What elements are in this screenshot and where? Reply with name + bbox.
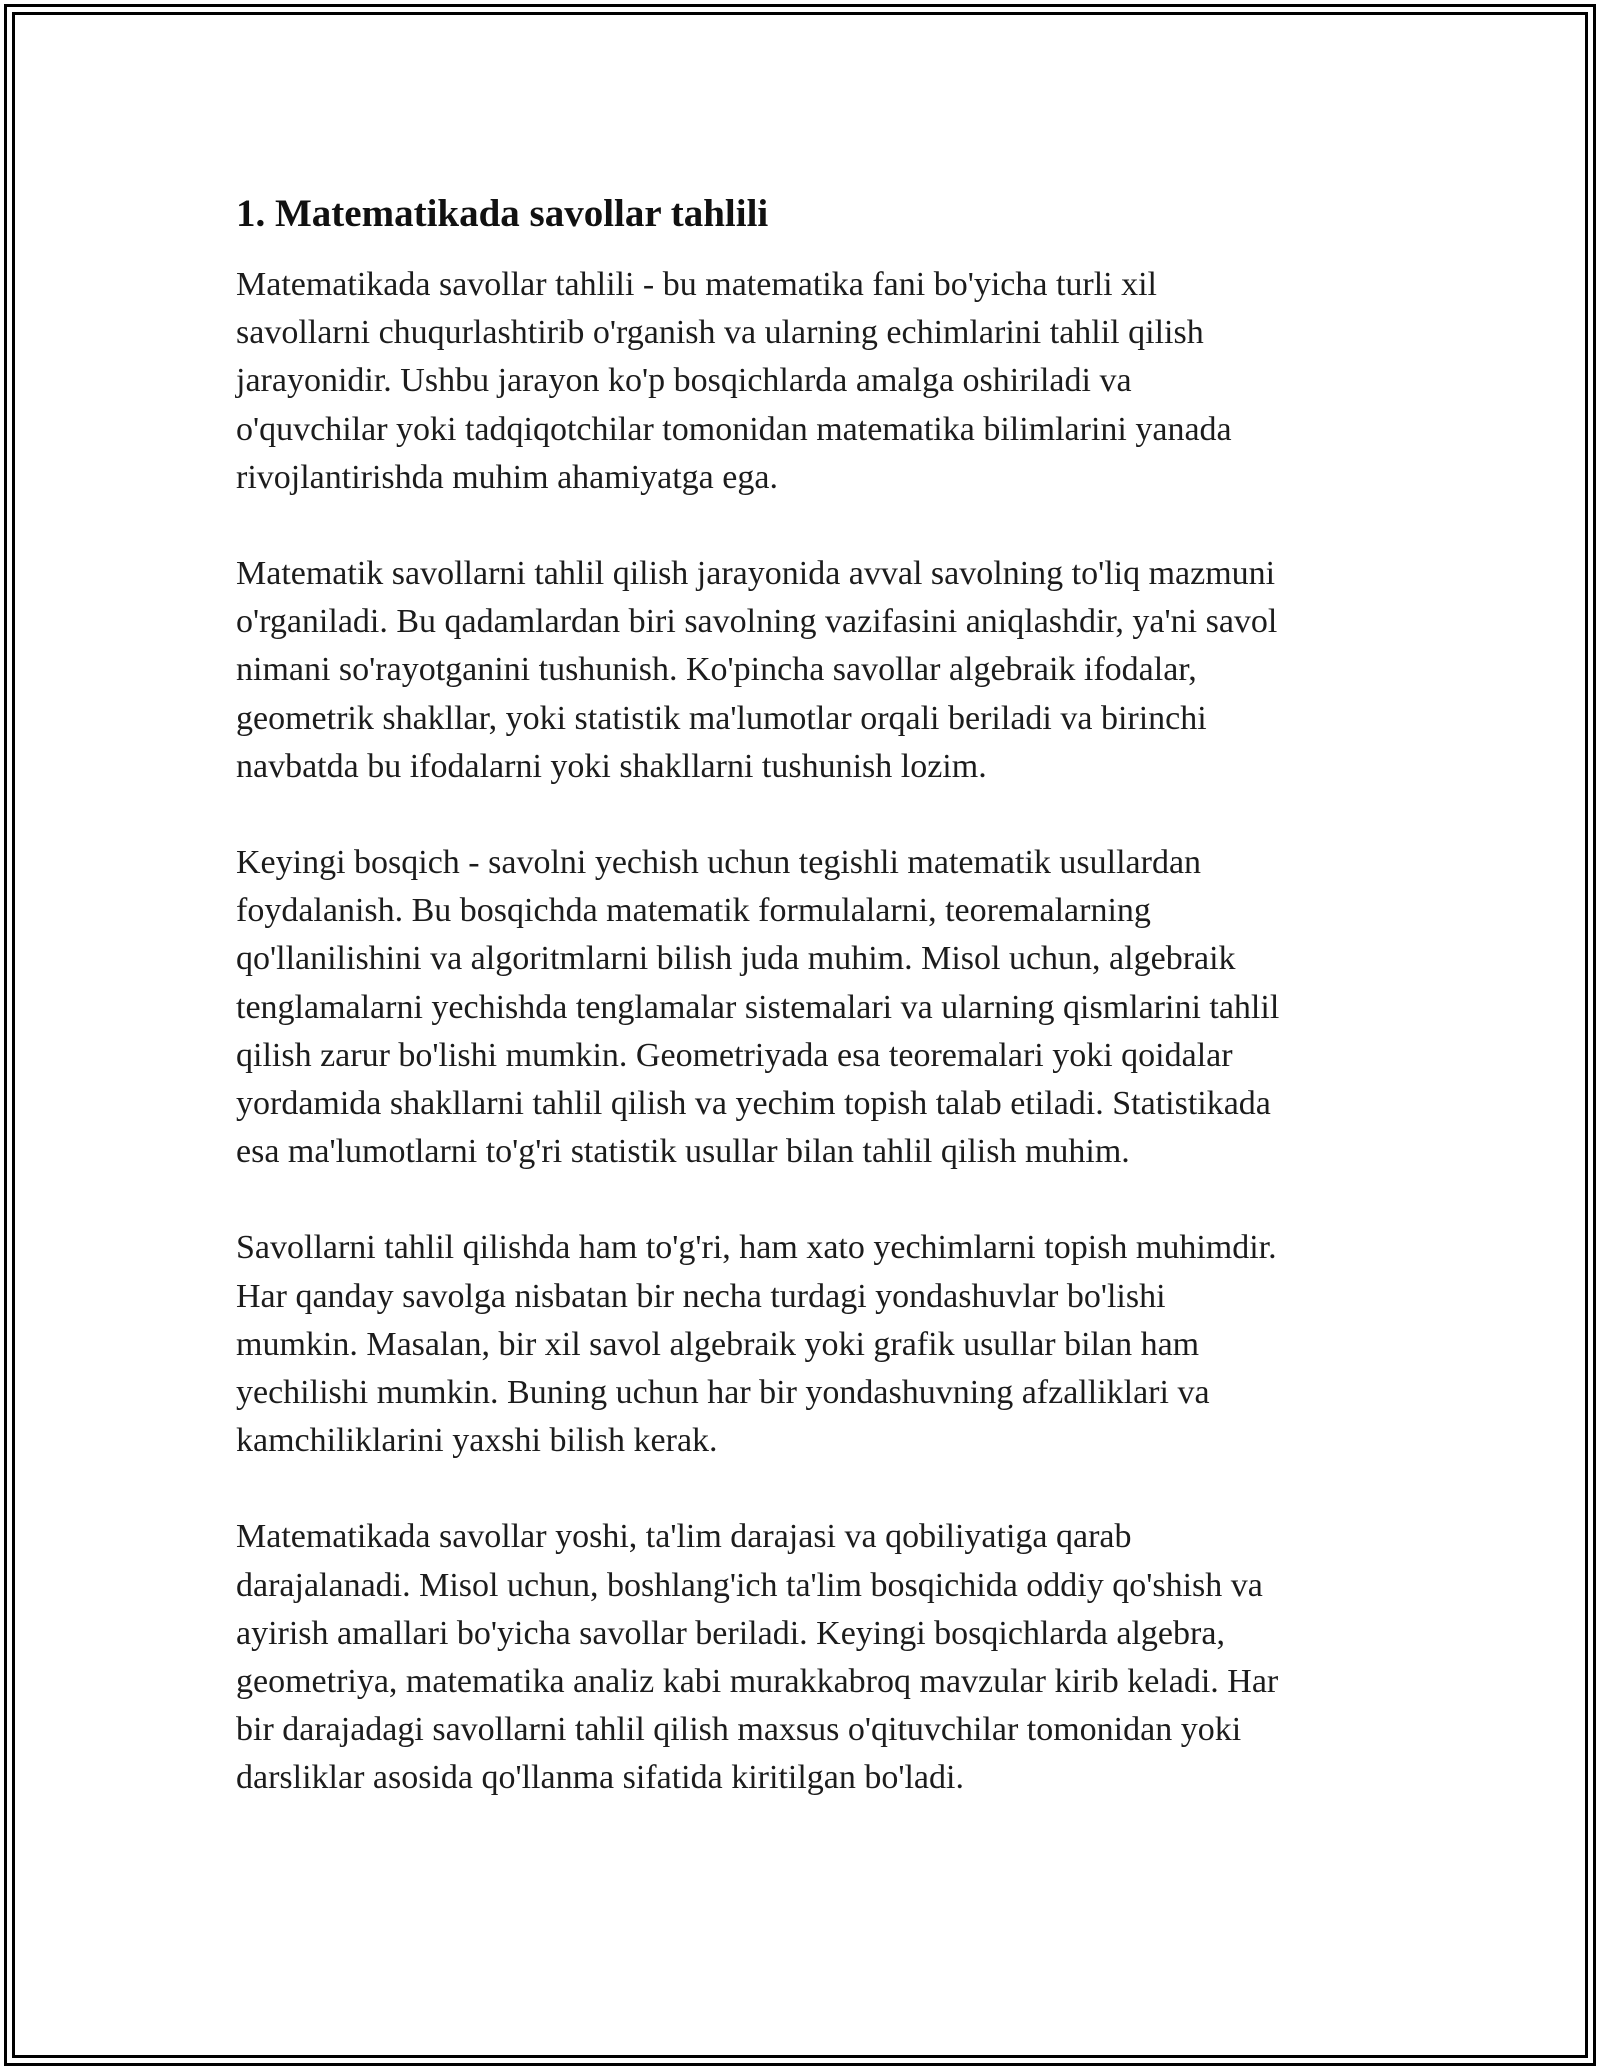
text-line: o'rganiladi. Bu qadamlardan biri savolning vazifasini aniqlashdir, ya'ni savol — [236, 603, 1278, 641]
text-line: navbatda bu ifodalarni yoki shakllarni tushunish lozim. — [236, 747, 987, 785]
text-line: geometriya, matematika analiz kabi murakkabroq mavzular kirib keladi. Har — [236, 1663, 1279, 1701]
text-line: bir darajadagi savollarni tahlil qilish maxsus o'qituvchilar tomonidan yoki — [236, 1711, 1242, 1749]
text-line: Matematik savollarni tahlil qilish jarayonida avval savolning to'liq mazmuni — [236, 555, 1276, 593]
text-line: Matematikada savollar tahlili - bu matematika fani bo'yicha turli xil — [236, 266, 1158, 303]
text-line: yordamida shakllarni tahlil qilish va yechim topish talab etiladi. Statistikada — [236, 1085, 1271, 1123]
text-line: darsliklar asosida qo'llanma sifatida kiritilgan bo'ladi. — [236, 1759, 964, 1797]
text-line: yechilishi mumkin. Buning uchun har bir yondashuvning afzalliklari va — [236, 1374, 1210, 1412]
section-heading: 1. Matematikada savollar tahlili — [236, 192, 769, 235]
text-line: rivojlantirishda muhim ahamiyatga ega. — [236, 458, 778, 496]
text-line: Har qanday savolga nisbatan bir necha turdagi yondashuvlar bo'lishi — [236, 1277, 1166, 1315]
text-line: qo'llanilishini va algoritmlarni bilish juda muhim. Misol uchun, algebraik — [236, 940, 1236, 978]
text-line: o'quvchilar yoki tadqiqotchilar tomonidan matematika bilimlarini yanada — [236, 410, 1232, 448]
paragraph-1 — [236, 261, 1386, 502]
document-body — [236, 185, 1386, 1851]
paragraph-2 — [236, 550, 1386, 791]
text-line: ayirish amallari bo'yicha savollar beriladi. Keyingi bosqichlarda algebra, — [236, 1614, 1225, 1652]
paragraph-3 — [236, 839, 1386, 1176]
paragraph-4 — [236, 1224, 1386, 1465]
text-line: qilish zarur bo'lishi mumkin. Geometriyada esa teoremalari yoki qoidalar — [236, 1036, 1233, 1074]
text-line: esa ma'lumotlarni to'g'ri statistik usullar bilan tahlil qilish muhim. — [236, 1133, 1130, 1171]
text-line: foydalanish. Bu bosqichda matematik formulalarni, teoremalarning — [236, 892, 1151, 930]
text-line: tenglamalarni yechishda tenglamalar sistemalari va ularning qismlarini tahlil — [236, 988, 1280, 1026]
text-line: Keyingi bosqich - savolni yechish uchun tegishli matematik usullardan — [236, 844, 1202, 882]
text-line: savollarni chuqurlashtirib o'rganish va ularning echimlarini tahlil qilish — [236, 314, 1204, 352]
text-line: geometrik shakllar, yoki statistik ma'lumotlar orqali beriladi va birinchi — [236, 699, 1207, 737]
paragraph-5 — [236, 1513, 1386, 1802]
text-line: Savollarni tahlil qilishda ham to'g'ri, ham xato yechimlarni topish muhimdir. — [236, 1229, 1277, 1267]
text-line: nimani so'rayotganini tushunish. Ko'pincha savollar algebraik ifodalar, — [236, 651, 1197, 689]
text-line: jarayonidir. Ushbu jarayon ko'p bosqichlarda amalga oshiriladi va — [236, 362, 1132, 400]
text-line: Matematikada savollar yoshi, ta'lim darajasi va qobiliyatiga qarab — [236, 1518, 1132, 1556]
text-line: kamchiliklarini yaxshi bilish kerak. — [236, 1422, 718, 1460]
text-line: mumkin. Masalan, bir xil savol algebraik yoki grafik usullar bilan ham — [236, 1325, 1200, 1363]
text-line: darajalanadi. Misol uchun, boshlang'ich ta'lim bosqichida oddiy qo'shish va — [236, 1566, 1263, 1604]
